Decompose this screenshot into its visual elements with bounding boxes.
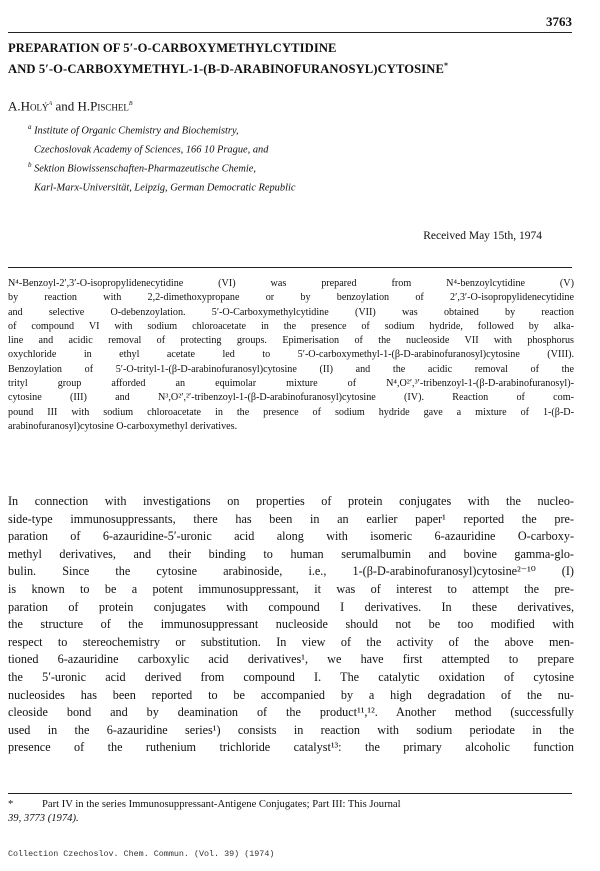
- footnote-line-2: 39, 3773 (1974).: [8, 813, 79, 824]
- body-line: respect to stereochemistry or substitution. In view of the activity of the above men-: [8, 634, 574, 649]
- page-number: 3763: [546, 14, 572, 29]
- abstract-line: oxychloride in ethyl acetate led to 5′-O-carboxymethyl-1-(β-D-arabinofuranosyl)cytosine (VIII).: [8, 349, 574, 361]
- body-line: the 5′-uronic acid derived from compound I. The catalytic oxidation of cytosine: [8, 669, 574, 684]
- abstract-line: N⁴-Benzoyl-2′,3′-O-isopropylidenecytidine (VI) was prepared from N⁴-benzoylcytidine (V): [8, 278, 574, 289]
- body-line: nucleosides has been reported to be accompanied by a high degradation of the nu-: [8, 687, 574, 702]
- top-rule: [8, 32, 572, 33]
- abstract-line: of compound VI with sodium chloroacetate in the presence of sodium hydride, followed by alka-: [8, 320, 574, 332]
- affiliation-line: [28, 158, 295, 177]
- body-line: paration of 6-azauridine-5′-uronic acid along with isomeric 6-azauridine O-carboxy-: [8, 529, 574, 544]
- body-line: methyl derivatives, and their binding to human serumalbumin and bovine gamma-glo-: [8, 546, 574, 561]
- footnote-text-1: Part IV in the series Immunosuppressant-Antigene Conjugates; Part III: This Journal: [42, 799, 401, 810]
- body-line: In connection with investigations on properties of protein conjugates with the nucleo-: [8, 494, 574, 508]
- body-line: the structure of the immunosuppressant nucleoside should not be too modified with: [8, 617, 574, 632]
- body-text: [8, 493, 574, 757]
- affiliation-text: Institute of Organic Chemistry and Biochemistry,: [31, 125, 239, 137]
- abstract: [8, 277, 574, 434]
- abstract-line: line and acidic removal of protecting groups. Epimerisation of the nucleoside VII with phosphorus: [8, 335, 574, 347]
- title-line-1: PREPARATION OF 5′-O-CARBOXYMETHYLCYTIDINE: [8, 41, 337, 55]
- abstract-line: trityl group afforded an equimolar mixture of N⁴,O²′,³′-tribenzoyl-1-(β-D-arabinofuranosyl)-: [8, 378, 574, 390]
- journal-footer: Collection Czechoslov. Chem. Commun. (Vol. 39) (1974): [8, 849, 275, 859]
- abstract-line: arabinofuranosyl)cytosine O-carboxymethyl derivatives.: [8, 420, 238, 432]
- body-line: used in the 6-azauridine series¹) consists in reaction with sodium periodate in the: [8, 722, 574, 737]
- affiliation-mark: b: [28, 160, 32, 169]
- footnote-marker: *: [8, 799, 14, 810]
- author-1-mark: a: [48, 98, 53, 107]
- title-footnote-marker: *: [443, 61, 449, 70]
- body-line: side-type immunosuppressants, there has been in an earlier paper¹ reported the pre-: [8, 511, 574, 526]
- affiliation-line: [28, 120, 295, 139]
- title-line-2: [8, 57, 573, 78]
- body-line: presence of the ruthenium trichloride catalyst¹³: the primary alcoholic function: [8, 740, 574, 755]
- article-title: [8, 40, 573, 78]
- abstract-line: Benzoylation of 5′-O-trityl-1-(β-D-arabinofuranosyl)cytosine (II) and the acidic removal of the: [8, 363, 574, 375]
- author-2: H.Pischel: [77, 98, 129, 114]
- affiliation-text: Sektion Biowissenschaften-Pharmazeutische Chemie,: [31, 163, 257, 175]
- title-line-2-text: AND 5′-O-CARBOXYMETHYL-1-(Β-D-ARABINOFURANOSYL)CYTOSINE: [8, 62, 444, 77]
- affiliation-text: Karl-Marx-Universität, Leipzig, German Democratic Republic: [34, 182, 296, 194]
- affiliations: [28, 120, 295, 196]
- authors-and: and: [52, 98, 78, 114]
- author-1: A.Holý: [8, 98, 49, 114]
- body-line: bulin. Since the cytosine arabinoside, i.e., 1-(β-D-arabinofuranosyl)cytosine²⁻¹⁰ (I): [8, 564, 574, 579]
- body-line: paration of protein conjugates with compound I derivatives. In these derivatives,: [8, 599, 574, 614]
- body-line: tioned 6-azauridine carboxylic acid derivatives¹, we have first attempted to prepare: [8, 652, 574, 667]
- abstract-line: by reaction with 2,2-dimethoxypropane or by benzoylation of 2′,3′-O-isopropylidenecytidine: [8, 292, 574, 304]
- footnote: [8, 798, 574, 826]
- affiliation-text: Czechoslovak Academy of Sciences, 166 10 Prague, and: [34, 144, 269, 156]
- abstract-line: pound III with sodium chloroacetate in the presence of sodium hydride gave a mixture of 1-(β-D-: [8, 406, 574, 418]
- abstract-rule: [8, 267, 572, 268]
- abstract-line: and selective O-debenzoylation. 5′-O-Carboxymethylcytidine (VII) was obtained by reaction: [8, 306, 574, 318]
- abstract-line: cytosine (III) and N³,O²′,²′-tribenzoyl-1-(β-D-arabinofuranosyl)cytosine (IV). Reaction of com-: [8, 392, 574, 404]
- author-2-mark: b: [128, 98, 133, 107]
- authors: [8, 98, 133, 114]
- body-line: is known to be a potent immunosuppressant, it was of interest to attempt the pre-: [8, 581, 574, 596]
- body-line: cleoside bond and by deamination of the product¹¹,¹². Another method (successfully: [8, 705, 574, 720]
- footnote-line-1: [8, 798, 574, 812]
- footnote-rule: [8, 793, 572, 794]
- affiliation-mark: a: [28, 123, 32, 131]
- affiliation-line: [28, 139, 295, 158]
- affiliation-line: [28, 177, 295, 196]
- received-date: Received May 15th, 1974: [423, 230, 542, 242]
